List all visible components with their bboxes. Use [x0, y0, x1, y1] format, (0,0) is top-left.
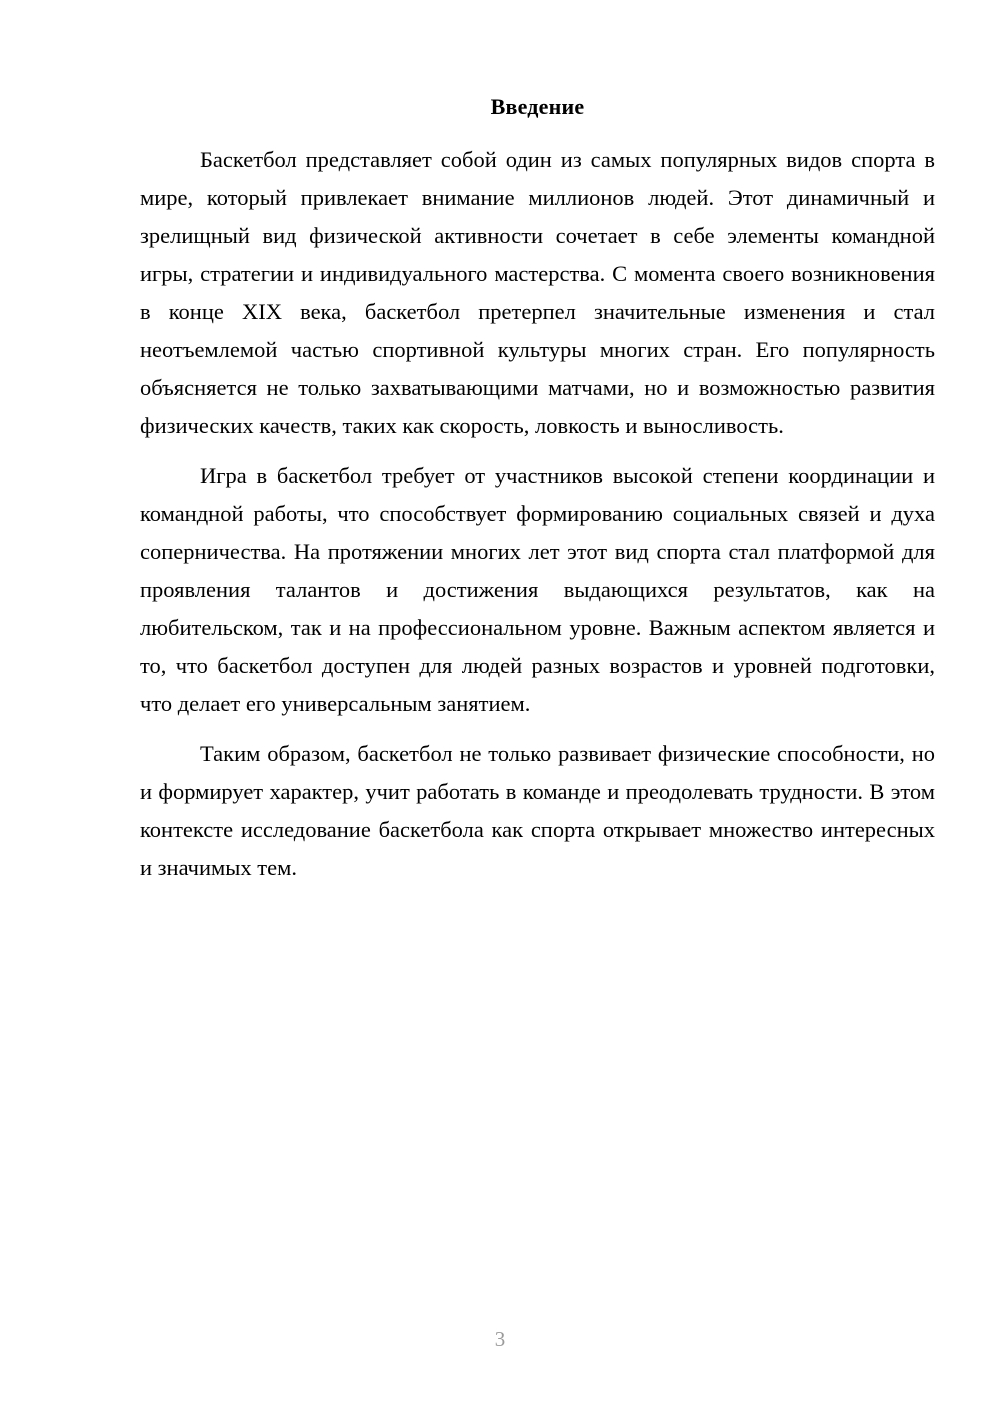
- body-paragraph: Игра в баскетбол требует от участников высокой степени координации и командной работы, что способствует формированию социальных связей и духа соперничества. На протяжении многих лет этот вид спорта стал платформой для проявления талантов и достижения выдающихся результатов, как на любительском, так и на профессиональном уровне. Важным аспектом является и то, что баскетбол доступен для людей разных возрастов и уровней подготовки, что делает его универсальным занятием.: [140, 462, 935, 716]
- page-number: 3: [494, 1327, 506, 1351]
- body-paragraph: Таким образом, баскетбол не только развивает физические способности, но и формирует характер, учит работать в команде и преодолевать трудности. В этом контексте исследование баскетбола как спорта открывает множество интересных и значимых тем.: [140, 740, 935, 880]
- document-text-column: [140, 0, 935, 887]
- page-title: Введение: [490, 94, 585, 119]
- body-paragraph: Баскетбол представляет собой один из самых популярных видов спорта в мире, который привлекает внимание миллионов людей. Этот динамичный и зрелищный вид физической активности сочетает в себе элементы командной игры, стратегии и индивидуального мастерства. С момента своего возникновения в конце XIX века, баскетбол претерпел значительные изменения и стал неотъемлемой частью спортивной культуры многих стран. Его популярность объясняется не только захватывающими матчами, но и возможностью развития физических качеств, таких как скорость, ловкость и выносливость.: [140, 146, 935, 438]
